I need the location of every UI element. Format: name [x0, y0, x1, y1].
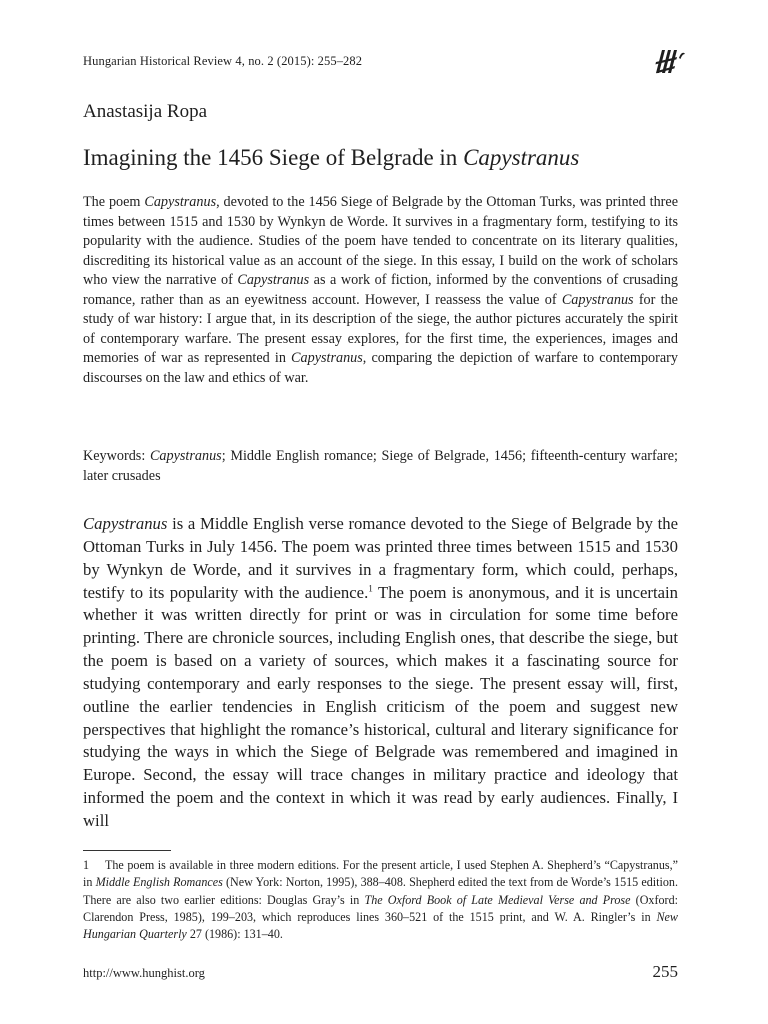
abstract-text: , devoted to the 1456 Siege of Belgrade by the Ottoman Turks, was printed three times between 1515 and 1530 by Wynkyn de Worde. It survives in a fragmentary form, testifying to its popularity with the audience. Studies of the poem have tended to concentrate on its literary qualities, discrediting its historical value as an account of the siege. In this essay, I build on the work of scholars who view the narrative of: [83, 194, 679, 289]
abstract-italic: Capystranus: [291, 350, 363, 367]
author-name: Anastasija Ropa: [83, 101, 208, 122]
abstract-italic: Capystranus: [561, 291, 634, 308]
footnote: [83, 857, 678, 943]
footnote-number: 1: [83, 858, 90, 872]
article-title: [83, 145, 579, 171]
hhr-logo-icon: [653, 46, 687, 76]
journal-url[interactable]: http://www.hunghist.org: [83, 966, 205, 980]
body-italic: Capystranus: [83, 514, 168, 533]
body-paragraph: [83, 513, 678, 833]
title-italic: Capystranus: [463, 145, 580, 170]
journal-citation: Hungarian Historical Review 4, no. 2 (2015): 255–282: [83, 54, 363, 68]
footnote-text: The poem is available in three modern editions. For the present article, I used Stephen A. Shepherd’s “Capystranus,” in: [83, 858, 678, 890]
keywords: [83, 447, 678, 486]
abstract-text: for the study of war history: I argue that, in its description of the siege, the author pictures accurately the spirit of contemporary warfare. The present essay explores, for the first time, the experiences, images and memories of war as represented in: [83, 291, 678, 367]
footnote-italic: The Oxford Book of Late Medieval Verse and Prose: [364, 892, 631, 907]
footnote-reference[interactable]: 1: [368, 582, 373, 593]
abstract-italic: Capystranus: [144, 194, 217, 210]
body-text: The poem is anonymous, and it is uncertain whether it was written directly for print or was in circulation for some time before printing. There are chronicle sources, including English ones, that describe the siege, but the poem is based on a variety of sources, which makes it a fascinating source for studying contemporary and early responses to the siege. The present essay will, first, outline the earlier tendencies in English criticism of the poem and suggest new perspectives that highlight the romance’s historical, cultural and literary significance for studying the ways in which the Siege of Belgrade was remembered and imagined in Europe. Second, the essay will trace changes in military practice and ideology that informed the poem and the context in which it was read by early audiences. Finally, I will: [83, 582, 678, 830]
footnote-divider: [83, 850, 171, 851]
keywords-list: ; Middle English romance; Siege of Belgrade, 1456; fifteenth-century warfare; later crusades: [83, 448, 678, 484]
body-text: is a Middle English verse romance devoted to the Siege of Belgrade by the Ottoman Turks in July 1456. The poem was printed three times between 1515 and 1530 by Wynkyn de Worde, and it survives in a fragmentary form, which could, perhaps, testify to its popularity with the audience.: [83, 514, 678, 602]
title-text: Imagining the 1456 Siege of Belgrade in: [83, 145, 464, 170]
abstract: [83, 193, 678, 388]
paper-page: [83, 0, 678, 1024]
abstract-text: The poem: [83, 194, 145, 210]
footnote-italic: Middle English Romances: [95, 875, 223, 890]
abstract-text: as a work of fiction, informed by the conventions of crusading romance, rather than as an eyewitness account. However, I reassess the value of: [83, 272, 678, 308]
keywords-label: Keywords:: [83, 448, 150, 464]
keywords-italic: Capystranus: [149, 448, 222, 464]
footnote-text: (Oxford: Clarendon Press, 1985), 199–203, which reproduces lines 360–521 of the 1515 print, and W. A. Ringler’s in: [83, 892, 678, 924]
abstract-italic: Capystranus: [237, 272, 310, 289]
footnote-text: 27 (1986): 131–40.: [186, 927, 283, 942]
abstract-text: , comparing the depiction of warfare to contemporary discourses on the law and ethics of war.: [83, 350, 678, 386]
page-number: 255: [652, 962, 678, 981]
footnote-text: (New York: Norton, 1995), 388–408. Shepherd edited the text from de Worde’s 1515 edition. There are also two earlier editions: Douglas Gray’s in: [83, 875, 679, 907]
footnote-italic: New Hungarian Quarterly: [83, 909, 678, 942]
